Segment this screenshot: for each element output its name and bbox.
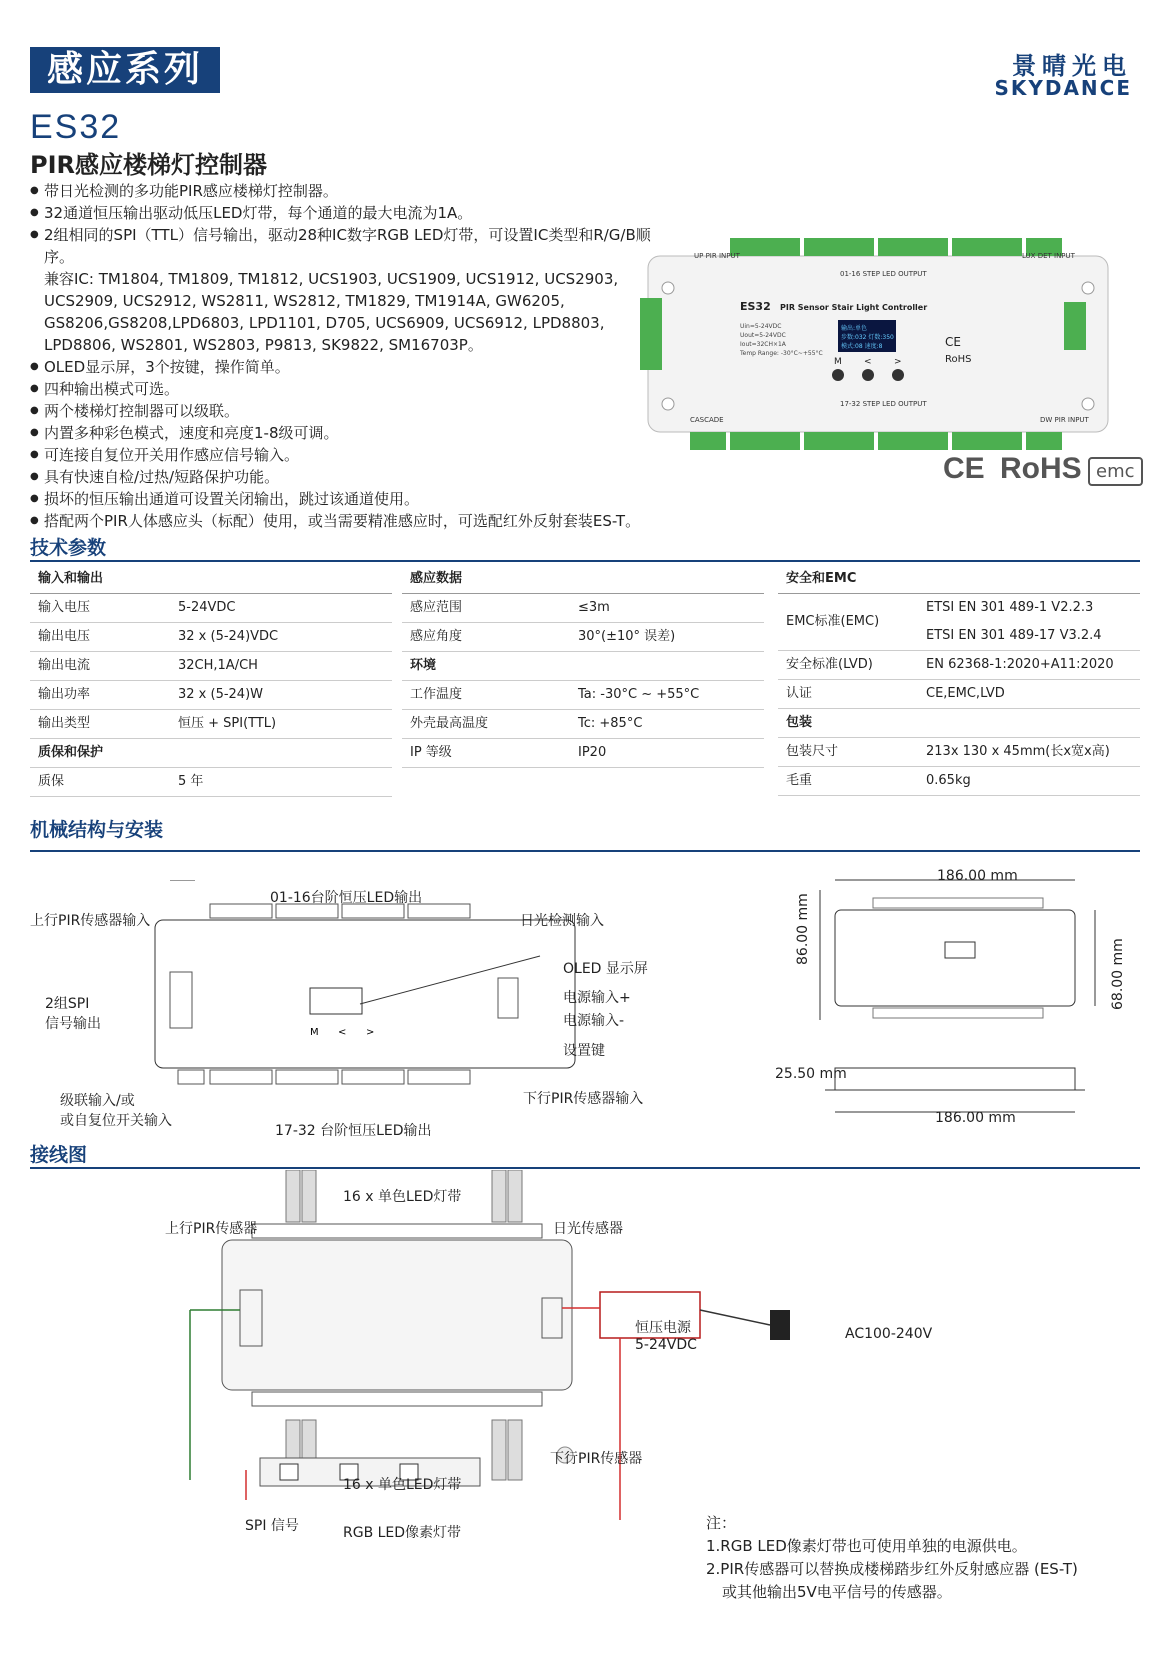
section-title-wiring: 接线图 (30, 1144, 88, 1166)
spec-header (778, 565, 1140, 594)
note-line: 2.PIR传感器可以替换成楼梯踏步红外反射感应器 (ES-T) (706, 1560, 1078, 1578)
feature-item: ● 搭配两个PIR人体感应头（标配）使用，或当需要精准感应时，可选配红外反射套装ES-T。 (30, 510, 680, 532)
feature-item: ● 四种输出模式可选。 (30, 378, 680, 400)
spec-header-text: 输入和输出 (38, 571, 104, 586)
label-spi-signal: SPI 信号 (245, 1518, 299, 1534)
section-title-specs: 技术参数 (30, 537, 107, 559)
led-strip-top-left (302, 1170, 316, 1222)
button-left[interactable] (862, 369, 874, 381)
spec-key: IP 等级 (410, 745, 452, 760)
rohs-mark: RoHS (945, 354, 972, 365)
label-spi-1: 2组SPI (45, 996, 90, 1012)
power-terminal (498, 978, 518, 1018)
spec-row (778, 651, 1140, 680)
spec-key: 输出电压 (38, 629, 91, 644)
spec-value: Ta: -30°C ~ +55°C (578, 687, 700, 702)
button-m[interactable] (832, 369, 844, 381)
oled-line: 模式:08 速度:8 (841, 343, 883, 350)
dim-height-left: 86.00 mm (795, 893, 811, 965)
mount-hole-icon (662, 398, 674, 410)
spec-value: ETSI EN 301 489-17 V3.2.4 (926, 628, 1102, 643)
device-outline (155, 920, 575, 1068)
notes-title: 注： (706, 1514, 737, 1532)
feature-item: ● 带日光检测的多功能PIR感应楼梯灯控制器。 (30, 180, 680, 202)
spec-value: 213x 130 x 45mm(长x宽x高) (926, 744, 1110, 759)
label-top-output: 01-16台阶恒压LED输出 (270, 890, 423, 906)
button-right-label: > (366, 1027, 375, 1038)
feature-item: ● OLED显示屏，3个按键，操作简单。 (30, 356, 680, 378)
spec-value: Tc: +85°C (578, 716, 643, 731)
spec-key: 外壳最高温度 (410, 716, 489, 731)
mount-hole-icon (662, 282, 674, 294)
spec-subheader (30, 739, 392, 768)
spec-row (30, 681, 392, 710)
label-cascade-2: 或自复位开关输入 (60, 1113, 172, 1129)
feature-item: ● 可连接自复位开关用作感应信号输入。 (30, 444, 680, 466)
spec-subheader-text: 包装 (786, 715, 813, 730)
feature-item: LPD8806, WS2801, WS2803, P9813, SK9822, SM16703P。 (44, 336, 483, 354)
spec-row (778, 680, 1140, 709)
spec-row (778, 767, 1140, 796)
button-right[interactable] (892, 369, 904, 381)
leader-line (360, 956, 540, 1004)
label-dw-pir: 下行PIR传感器输入 (523, 1091, 644, 1107)
device-model: ES32 (740, 300, 771, 313)
device-spec: Uout=5-24VDC (740, 332, 786, 339)
spec-row (778, 594, 1140, 651)
spi-terminal (640, 298, 662, 370)
device-spec: Uin=5-24VDC (740, 323, 782, 330)
label-bottom-output: 17-32 台阶恒压LED输出 (275, 1123, 432, 1139)
spec-value: IP20 (578, 745, 607, 760)
spec-key: 工作温度 (410, 687, 463, 702)
feature-item: ● 2组相同的SPI（TTL）信号输出，驱动28种IC数字RGB LED灯带，可设置IC类型和R/G/B顺序。 (30, 224, 680, 268)
power-terminal (1064, 302, 1086, 350)
top-view-terminals (873, 1008, 1043, 1018)
label-cascade-1: 级联输入/或 (60, 1093, 135, 1109)
spec-value: 32 x (5-24)W (178, 687, 264, 702)
feature-item: UCS2909, UCS2912, WS2811, WS2812, TM1829, TM1914A, GW6205, (44, 292, 565, 310)
led-strip-bottom-right (492, 1420, 506, 1480)
spec-row (30, 768, 392, 797)
spec-key: 输入电压 (38, 600, 91, 615)
mount-hole-icon (1082, 398, 1094, 410)
wire-ac (700, 1310, 770, 1325)
device-spec: Iout=32CH×1A (740, 341, 786, 348)
spec-value: ≤3m (578, 600, 610, 615)
button-left-label: < (864, 357, 872, 367)
feature-item: ● 具有快速自检/过热/短路保护功能。 (30, 466, 680, 488)
controller-body (222, 1240, 572, 1390)
dim-width-side: 186.00 mm (935, 1110, 1016, 1126)
device-subtitle: PIR Sensor Stair Light Controller (780, 303, 928, 312)
led-strip-top-left (286, 1170, 300, 1222)
label-lux: 日光检测输入 (520, 913, 604, 929)
out-top-label: 01-16 STEP LED OUTPUT (840, 270, 927, 278)
model-number: ES32 (30, 108, 122, 146)
top-terminals (252, 1224, 542, 1238)
spec-value: 32 x (5-24)VDC (178, 629, 279, 644)
spec-key: 输出功率 (38, 687, 91, 702)
feature-item: 兼容IC: TM1804, TM1809, TM1812, UCS1903, UCS1909, UCS1912, UCS2903, (44, 270, 619, 288)
label-power-plus: 电源输入+ (563, 990, 631, 1006)
label-up-pir: 上行PIR传感器输入 (30, 913, 151, 929)
ce-logo: CE (943, 452, 985, 485)
button-m-label: M (834, 357, 842, 367)
spec-key: 输出电流 (38, 658, 91, 673)
ce-mark: CE (945, 335, 961, 349)
spec-row (30, 594, 392, 623)
led-strip-bottom-right (508, 1420, 522, 1480)
series-title: 感应系列 (30, 47, 220, 93)
label-pir-down: 下行PIR传感器 (550, 1451, 643, 1467)
top-terminal-blocks (730, 238, 1062, 256)
label-psu-1: 恒压电源 (635, 1320, 691, 1336)
bottom-terminals (252, 1392, 542, 1406)
side-view-outline (835, 1068, 1075, 1090)
emc-logo: emc (1088, 457, 1143, 486)
label-power-minus: 电源输入- (563, 1013, 625, 1029)
spec-value: CE,EMC,LVD (926, 686, 1005, 701)
spec-row (30, 710, 392, 739)
note-line: 1.RGB LED像素灯带也可使用单独的电源供电。 (706, 1537, 1027, 1555)
spec-row (402, 739, 764, 768)
spec-header (402, 565, 764, 594)
oled-display (310, 988, 362, 1014)
spec-subheader-text: 环境 (410, 658, 437, 673)
spec-value: 5 年 (178, 774, 204, 789)
brand-name-cn: 景晴光电 (1012, 52, 1132, 80)
spec-header-text: 感应数据 (410, 571, 463, 586)
note-line: 或其他输出5V电平信号的传感器。 (722, 1583, 952, 1601)
spec-key: 质保 (38, 774, 65, 789)
feature-item: ● 32通道恒压输出驱动低压LED灯带，每个通道的最大电流为1A。 (30, 202, 680, 224)
spec-header-text: 安全和EMC (786, 571, 857, 586)
spi-terminal (170, 972, 192, 1028)
dw-pir-label: DW PIR INPUT (1040, 416, 1089, 424)
feature-list (30, 180, 680, 532)
led-strip-top-right (492, 1170, 506, 1222)
label-pir-up: 上行PIR传感器 (165, 1221, 258, 1237)
label-led-top: 16 x 单色LED灯带 (343, 1189, 462, 1205)
spec-row (30, 652, 392, 681)
section-title-mechanical: 机械结构与安装 (30, 819, 164, 841)
lux-det-label: LUX DET INPUT (1022, 252, 1075, 260)
spec-row (30, 623, 392, 652)
label-psu-2: 5-24VDC (635, 1337, 697, 1353)
pixel-icon (280, 1464, 298, 1480)
up-pir-label: UP PIR INPUT (694, 252, 740, 260)
button-left-label: < (338, 1027, 347, 1038)
out-bottom-label: 17-32 STEP LED OUTPUT (840, 400, 927, 408)
spec-row (402, 594, 764, 623)
spec-key: 包装尺寸 (786, 744, 839, 759)
label-rgb-strip: RGB LED像素灯带 (343, 1525, 462, 1541)
spec-row (402, 681, 764, 710)
label-spi-2: 信号输出 (45, 1016, 101, 1032)
label-led-bottom: 16 x 单色LED灯带 (343, 1477, 462, 1493)
label-ac: AC100-240V (845, 1326, 933, 1342)
feature-item: ● 两个楼梯灯控制器可以级联。 (30, 400, 680, 422)
spec-subheader (778, 709, 1140, 738)
label-oled: OLED 显示屏 (563, 961, 648, 977)
label-lux: 日光传感器 (553, 1221, 623, 1237)
spec-key: 毛重 (786, 773, 813, 788)
button-right-label: > (894, 357, 902, 367)
feature-item: ● 损坏的恒压输出通道可设置关闭输出，跳过该通道使用。 (30, 488, 680, 510)
spec-subheader (402, 652, 764, 681)
cascade-label: CASCADE (690, 416, 724, 424)
device-spec: Temp Range: -30°C~+55°C (740, 350, 823, 357)
top-view-oled (945, 942, 975, 958)
dim-width: 186.00 mm (937, 868, 1018, 884)
spec-header (30, 565, 392, 594)
spec-value: 32CH,1A/CH (178, 658, 258, 673)
bottom-terminal-blocks (690, 432, 1062, 450)
section-divider (30, 1167, 1140, 1169)
feature-item: ● 内置多种彩色模式，速度和亮度1-8级可调。 (30, 422, 680, 444)
brand-name-en: SKYDANCE (994, 76, 1132, 100)
spec-key: 感应角度 (410, 629, 463, 644)
spec-key: 输出类型 (38, 716, 91, 731)
section-divider (30, 560, 1140, 562)
oled-line: 输出:单色 (841, 325, 868, 332)
spec-value: ETSI EN 301 489-1 V2.2.3 (926, 600, 1094, 615)
product-name: PIR感应楼梯灯控制器 (30, 151, 267, 179)
mount-hole-icon (1082, 282, 1094, 294)
rohs-logo: RoHS (1000, 452, 1082, 485)
oled-line: 步数:032 灯数:350 (841, 334, 894, 341)
ac-plug-icon (770, 1310, 790, 1340)
bottom-terminals (178, 1070, 470, 1084)
spec-table-io (30, 565, 392, 797)
feature-item: GS8206,GS8208,LPD6803, LPD1101, D705, UCS6909, UCS6912, LPD8803, (44, 314, 605, 332)
dim-depth: 25.50 mm (775, 1066, 847, 1082)
spec-key: EMC标准(EMC) (786, 614, 880, 629)
dimension-drawing (790, 870, 1140, 1130)
spec-table-sensing (402, 565, 764, 768)
top-view-terminals (873, 898, 1043, 908)
spec-value: 5-24VDC (178, 600, 236, 615)
spec-row (402, 623, 764, 652)
spec-value: EN 62368-1:2020+A11:2020 (926, 657, 1114, 672)
spec-value: 0.65kg (926, 773, 971, 788)
section-divider (30, 850, 1140, 852)
dim-height-right: 68.00 mm (1110, 938, 1126, 1010)
spec-value: 恒压 + SPI(TTL) (178, 716, 277, 731)
product-image (640, 228, 1120, 458)
led-strip-top-right (508, 1170, 522, 1222)
spec-key: 安全标准(LVD) (786, 657, 873, 672)
button-m-label: M (310, 1027, 319, 1038)
spec-table-safety (778, 565, 1140, 796)
label-keys: 设置键 (563, 1043, 605, 1059)
spec-value: 30°(±10° 误差) (578, 629, 676, 644)
spec-row (402, 710, 764, 739)
spec-subheader-text: 质保和保护 (38, 745, 104, 760)
spec-row (778, 738, 1140, 767)
spec-key: 认证 (786, 686, 813, 701)
spec-key: 感应范围 (410, 600, 463, 615)
